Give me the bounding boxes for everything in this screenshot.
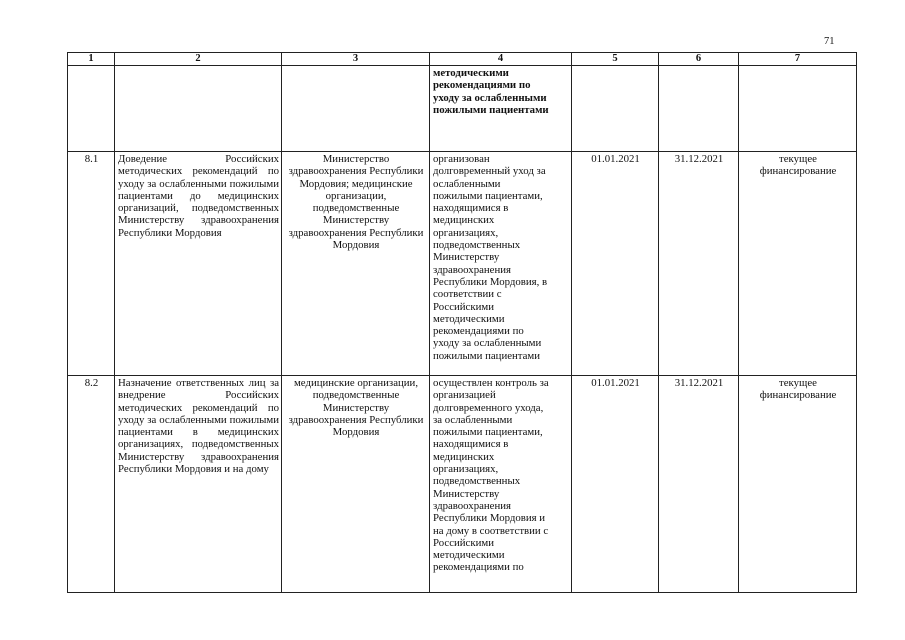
plan-table [67, 52, 857, 593]
table-row [68, 66, 857, 152]
executor-cell: медицинские организации, подведомственные Министерству здравоохранения Республики Мордовия [282, 376, 430, 593]
result-cell: организован долговременный уход за ослабленными пожилыми пациентами, находящимися в медицинских организациях, подведомственных Министерству здравоохранения Республики Мордовия, в соответствии с Российскими методическими рекомендациями по уходу за ослабленными пожилыми пациентами [430, 152, 572, 376]
col-header-3: 3 [282, 53, 430, 66]
col-header-5: 5 [572, 53, 659, 66]
end-date-cell [659, 66, 739, 152]
start-date-cell: 01.01.2021 [572, 376, 659, 593]
result-cell: методическими рекомендациями по уходу за ослабленными пожилыми пациентами [430, 66, 572, 152]
start-date-cell [572, 66, 659, 152]
table-row [68, 376, 857, 593]
row-number: 8.2 [68, 376, 115, 593]
end-date-cell: 31.12.2021 [659, 376, 739, 593]
executor-cell: Министерство здравоохранения Республики Мордовия; медицинские организации, подведомственные Министерству здравоохранения Республики Мордовия [282, 152, 430, 376]
start-date-cell: 01.01.2021 [572, 152, 659, 376]
event-cell: Доведение Российских методических рекомендаций по уходу за ослабленными пожилыми пациентами до медицинских организаций, подведомственных Министерству здравоохранения Республики Мордовия [115, 152, 282, 376]
col-header-7: 7 [739, 53, 857, 66]
col-header-4: 4 [430, 53, 572, 66]
executor-cell [282, 66, 430, 152]
event-cell [115, 66, 282, 152]
funding-cell: текущее финансирование [739, 152, 857, 376]
col-header-1: 1 [68, 53, 115, 66]
col-header-2: 2 [115, 53, 282, 66]
page-number: 71 [824, 36, 835, 47]
end-date-cell: 31.12.2021 [659, 152, 739, 376]
table-row [68, 152, 857, 376]
col-header-6: 6 [659, 53, 739, 66]
row-number: 8.1 [68, 152, 115, 376]
funding-cell: текущее финансирование [739, 376, 857, 593]
result-cell: осуществлен контроль за организацией долговременного ухода, за ослабленными пожилыми пациентами, находящимися в медицинских организациях, подведомственных Министерству здравоохранения Республики Мордовия и на дому в соответствии с Российскими методическими рекомендациями по [430, 376, 572, 593]
event-cell: Назначение ответственных лиц за внедрение Российских методических рекомендаций по уходу за ослабленными пожилыми пациентами в медицинских организациях, подведомственных Министерству здравоохранения Республики Мордовия и на дому [115, 376, 282, 593]
row-number [68, 66, 115, 152]
funding-cell [739, 66, 857, 152]
header-row [68, 53, 857, 66]
